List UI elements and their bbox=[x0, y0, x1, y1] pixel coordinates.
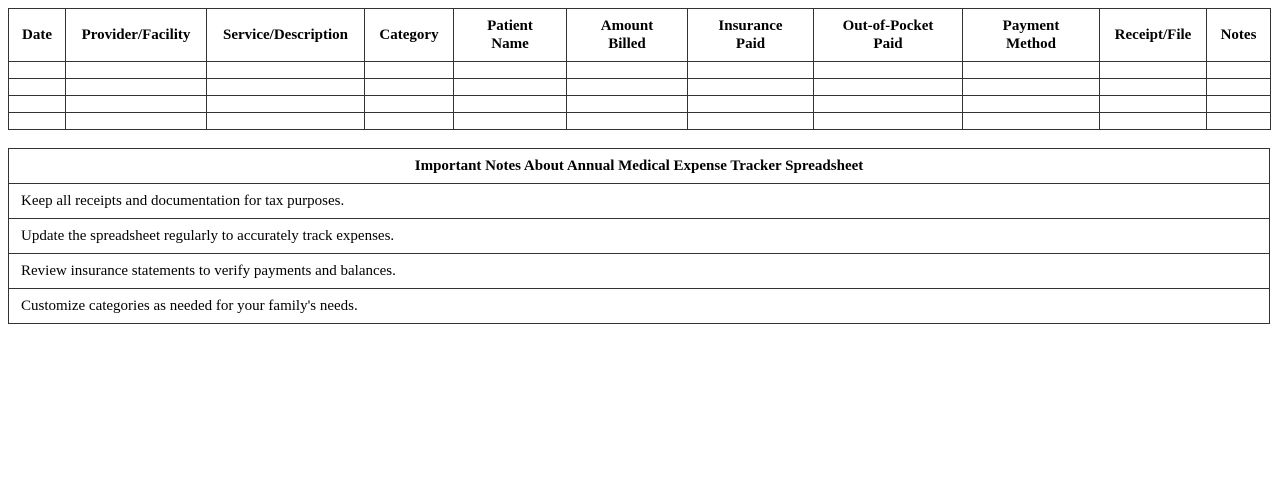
table-cell[interactable] bbox=[365, 113, 454, 130]
table-cell[interactable] bbox=[814, 113, 963, 130]
table-cell[interactable] bbox=[365, 96, 454, 113]
expense-tracker-table bbox=[8, 8, 1271, 130]
table-cell[interactable] bbox=[207, 62, 365, 79]
table-cell[interactable] bbox=[1100, 79, 1207, 96]
table-cell[interactable] bbox=[9, 96, 66, 113]
table-cell[interactable] bbox=[454, 113, 567, 130]
table-cell[interactable] bbox=[963, 96, 1100, 113]
table-cell[interactable] bbox=[567, 79, 688, 96]
table-row bbox=[9, 79, 1271, 96]
table-cell[interactable] bbox=[688, 79, 814, 96]
list-item bbox=[9, 219, 1270, 254]
column-header-payment-method: Payment Method bbox=[963, 9, 1100, 62]
note-text: Keep all receipts and documentation for tax purposes. bbox=[9, 184, 1270, 219]
table-cell[interactable] bbox=[567, 62, 688, 79]
column-header-receipt-file: Receipt/File bbox=[1100, 9, 1207, 62]
important-notes-table bbox=[8, 148, 1270, 324]
table-cell[interactable] bbox=[814, 79, 963, 96]
table-cell[interactable] bbox=[9, 62, 66, 79]
table-cell[interactable] bbox=[9, 113, 66, 130]
table-cell[interactable] bbox=[9, 79, 66, 96]
note-text: Review insurance statements to verify payments and balances. bbox=[9, 254, 1270, 289]
table-cell[interactable] bbox=[1100, 113, 1207, 130]
column-header-patient-name: Patient Name bbox=[454, 9, 567, 62]
list-item bbox=[9, 254, 1270, 289]
column-header-amount-billed: Amount Billed bbox=[567, 9, 688, 62]
table-cell[interactable] bbox=[567, 96, 688, 113]
notes-header-row bbox=[9, 149, 1270, 184]
column-header-service-description: Service/Description bbox=[207, 9, 365, 62]
table-cell[interactable] bbox=[963, 79, 1100, 96]
table-cell[interactable] bbox=[207, 96, 365, 113]
table-cell[interactable] bbox=[365, 62, 454, 79]
header-row bbox=[9, 9, 1271, 62]
table-cell[interactable] bbox=[1207, 113, 1271, 130]
column-header-notes: Notes bbox=[1207, 9, 1271, 62]
column-header-category: Category bbox=[365, 9, 454, 62]
note-text: Update the spreadsheet regularly to accurately track expenses. bbox=[9, 219, 1270, 254]
table-cell[interactable] bbox=[207, 113, 365, 130]
table-cell[interactable] bbox=[66, 62, 207, 79]
table-cell[interactable] bbox=[688, 113, 814, 130]
table-cell[interactable] bbox=[454, 79, 567, 96]
column-header-provider-facility: Provider/Facility bbox=[66, 9, 207, 62]
column-header-out-of-pocket-paid: Out-of-Pocket Paid bbox=[814, 9, 963, 62]
table-row bbox=[9, 113, 1271, 130]
table-cell[interactable] bbox=[963, 62, 1100, 79]
table-cell[interactable] bbox=[688, 96, 814, 113]
table-cell[interactable] bbox=[1100, 96, 1207, 113]
table-row bbox=[9, 96, 1271, 113]
column-header-insurance-paid: Insurance Paid bbox=[688, 9, 814, 62]
list-item bbox=[9, 289, 1270, 324]
table-cell[interactable] bbox=[567, 113, 688, 130]
note-text: Customize categories as needed for your family's needs. bbox=[9, 289, 1270, 324]
notes-title: Important Notes About Annual Medical Expense Tracker Spreadsheet bbox=[9, 149, 1270, 184]
table-cell[interactable] bbox=[1100, 62, 1207, 79]
table-cell[interactable] bbox=[66, 79, 207, 96]
table-cell[interactable] bbox=[814, 96, 963, 113]
table-cell[interactable] bbox=[365, 79, 454, 96]
table-cell[interactable] bbox=[1207, 79, 1271, 96]
table-cell[interactable] bbox=[963, 113, 1100, 130]
table-cell[interactable] bbox=[66, 96, 207, 113]
table-cell[interactable] bbox=[1207, 62, 1271, 79]
table-cell[interactable] bbox=[454, 96, 567, 113]
table-cell[interactable] bbox=[1207, 96, 1271, 113]
column-header-date: Date bbox=[9, 9, 66, 62]
table-cell[interactable] bbox=[688, 62, 814, 79]
table-cell[interactable] bbox=[66, 113, 207, 130]
table-cell[interactable] bbox=[454, 62, 567, 79]
table-cell[interactable] bbox=[207, 79, 365, 96]
table-cell[interactable] bbox=[814, 62, 963, 79]
table-row bbox=[9, 62, 1271, 79]
list-item bbox=[9, 184, 1270, 219]
